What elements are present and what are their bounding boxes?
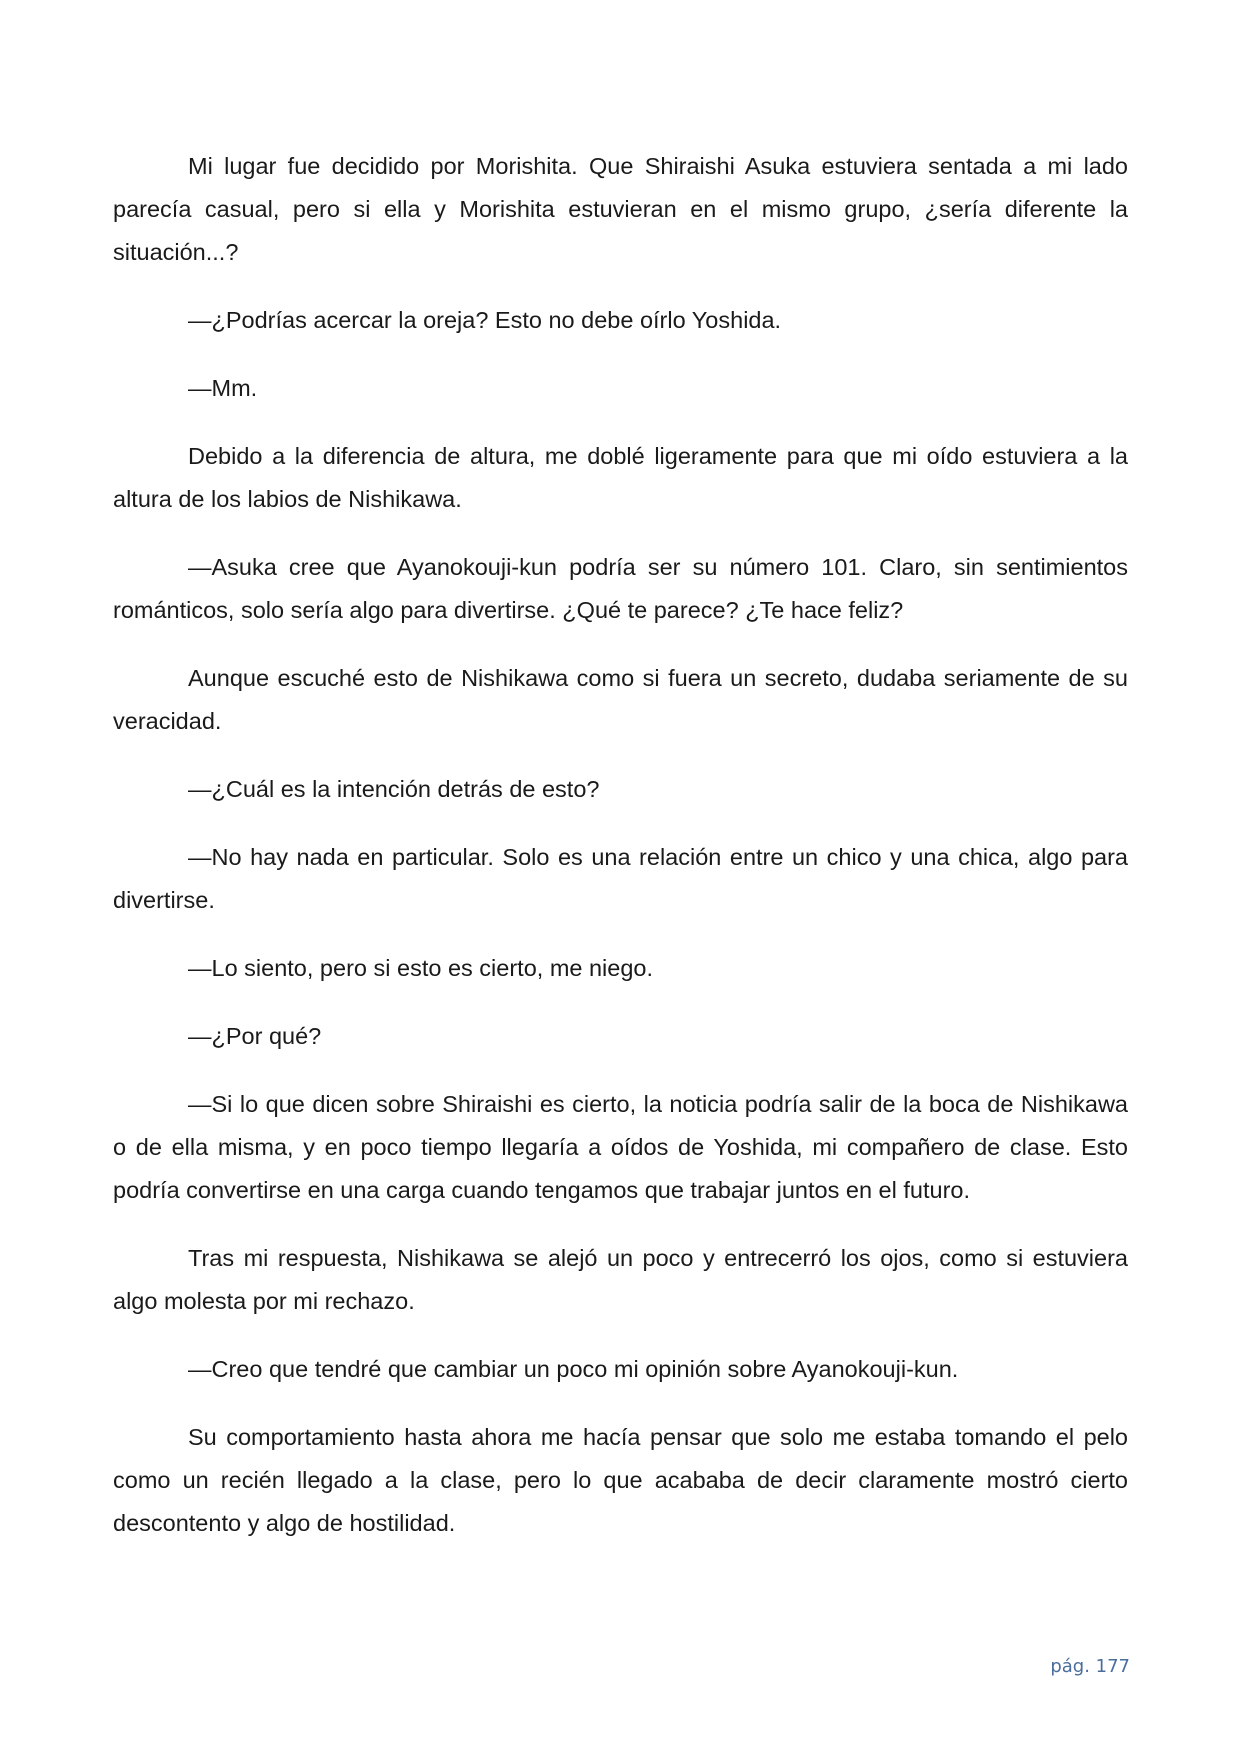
paragraph: —Asuka cree que Ayanokouji-kun podría ser su número 101. Claro, sin sentimientos románticos, solo sería algo para divertirse. ¿Qué te parece? ¿Te hace feliz? [113,554,1128,623]
paragraph: Debido a la diferencia de altura, me doblé ligeramente para que mi oído estuviera a la altura de los labios de Nishikawa. [113,443,1128,512]
paragraph: —Mm. [188,375,258,401]
paragraph: —Creo que tendré que cambiar un poco mi opinión sobre Ayanokouji-kun. [188,1356,959,1382]
paragraph: Su comportamiento hasta ahora me hacía pensar que solo me estaba tomando el pelo como un recién llegado a la clase, pero lo que acababa de decir claramente mostró cierto descontento y algo de hostilidad. [113,1424,1128,1536]
paragraph: —¿Por qué? [188,1023,322,1049]
body-text [113,145,1128,1570]
paragraph: Aunque escuché esto de Nishikawa como si fuera un secreto, dudaba seriamente de su veracidad. [113,665,1128,734]
paragraph: —Si lo que dicen sobre Shiraishi es cierto, la noticia podría salir de la boca de Nishikawa o de ella misma, y en poco tiempo llegaría a oídos de Yoshida, mi compañero de clase. Esto podría convertirse en una carga cuando tengamos que trabajar juntos en el futuro. [113,1091,1128,1203]
paragraph: —Lo siento, pero si esto es cierto, me niego. [188,955,654,981]
paragraph: —¿Cuál es la intención detrás de esto? [188,776,600,802]
paragraph: Tras mi respuesta, Nishikawa se alejó un poco y entrecerró los ojos, como si estuviera algo molesta por mi rechazo. [113,1245,1128,1314]
page-number: pág. 177 [1050,1656,1130,1677]
paragraph: —No hay nada en particular. Solo es una relación entre un chico y una chica, algo para divertirse. [113,844,1128,913]
paragraph: —¿Podrías acercar la oreja? Esto no debe oírlo Yoshida. [188,307,782,333]
paragraph: Mi lugar fue decidido por Morishita. Que Shiraishi Asuka estuviera sentada a mi lado parecía casual, pero si ella y Morishita estuvieran en el mismo grupo, ¿sería diferente la situación...? [113,153,1128,265]
